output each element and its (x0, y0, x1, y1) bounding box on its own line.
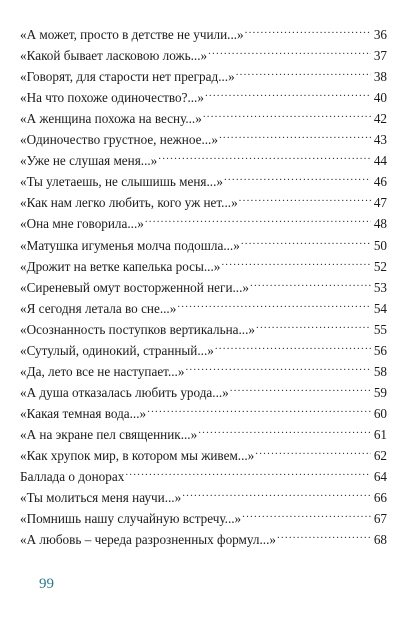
toc-dot-leader (241, 502, 371, 523)
toc-dot-leader (214, 334, 371, 355)
toc-entry-title: «На что похоже одиночество?...» (20, 90, 204, 106)
toc-entry-title: «Говорят, для старости нет преград...» (20, 69, 235, 85)
page-number: 99 (39, 576, 54, 592)
toc-entry-title: «Матушка игуменья молча подошла...» (20, 237, 240, 253)
toc-entry-title: «А душа отказалась любить урода...» (20, 384, 229, 400)
toc-entry-page: 46 (373, 174, 387, 190)
toc-entry-page: 59 (373, 384, 387, 400)
toc-dot-leader (220, 250, 371, 271)
toc-entry-page: 56 (373, 342, 387, 358)
toc-entry-title: «Дрожит на ветке капелька росы...» (20, 258, 221, 274)
toc-entry-page: 48 (373, 216, 387, 232)
toc-dot-leader (244, 18, 371, 39)
toc-entry-page: 36 (373, 27, 387, 43)
toc-entry-title: «Осознанность поступков вертикальна...» (20, 321, 255, 337)
toc-entry-title: «А на экране пел священник...» (20, 426, 198, 442)
toc-entry-page: 42 (373, 111, 387, 127)
toc-dot-leader (240, 228, 371, 249)
toc-entry-page: 47 (373, 195, 387, 211)
toc-dot-leader (176, 292, 371, 313)
toc-entry-page: 52 (373, 258, 387, 274)
toc-dot-leader (144, 207, 371, 228)
toc-entry-title: Баллада о донорах (20, 469, 125, 485)
toc-entry-title: «Ты улетаешь, не слышишь меня...» (20, 174, 223, 190)
toc-entry-title: «Как хрупок мир, в котором мы живем...» (20, 447, 255, 463)
toc-entry-title: «Помнишь нашу случайную встречу...» (20, 511, 242, 527)
toc-entry-page: 40 (373, 90, 387, 106)
toc-dot-leader (223, 165, 371, 186)
toc-dot-leader (204, 81, 371, 102)
toc-entry-title: «А любовь – череда разрозненных формул...» (20, 532, 276, 548)
table-of-contents (20, 18, 387, 548)
toc-dot-leader (254, 439, 371, 460)
toc-entry-page: 60 (373, 405, 387, 421)
toc-entry-page: 54 (373, 300, 387, 316)
toc-entry-page: 67 (373, 511, 387, 527)
toc-entry (20, 18, 387, 43)
toc-entry-title: «Какая темная вода...» (20, 405, 147, 421)
toc-entry-page: 58 (373, 363, 387, 379)
toc-entry-title: «Сутулый, одинокий, странный...» (20, 342, 214, 358)
toc-entry-title: «А женщина похожа на весну...» (20, 111, 202, 127)
toc-entry-page: 55 (373, 321, 387, 337)
toc-dot-leader (218, 123, 371, 144)
toc-entry-title: «Она мне говорила...» (20, 216, 144, 232)
toc-dot-leader (157, 144, 371, 165)
toc-entry-page: 43 (373, 132, 387, 148)
toc-dot-leader (146, 397, 371, 418)
toc-entry-title: «Я сегодня летала во сне...» (20, 300, 177, 316)
toc-dot-leader (235, 60, 371, 81)
toc-entry-title: «Сиреневый омут восторженной неги...» (20, 279, 249, 295)
toc-entry-page: 61 (373, 426, 387, 442)
toc-entry-page: 66 (373, 490, 387, 506)
toc-dot-leader (238, 186, 371, 207)
toc-dot-leader (276, 523, 371, 544)
toc-entry-title: «А может, просто в детстве не учили...» (20, 27, 244, 43)
toc-entry-page: 62 (373, 447, 387, 463)
toc-dot-leader (184, 355, 371, 376)
toc-entry-title: «Какой бывает ласковою ложь...» (20, 48, 208, 64)
toc-dot-leader (181, 481, 371, 502)
toc-entry-page: 50 (373, 237, 387, 253)
toc-dot-leader (197, 418, 371, 439)
toc-dot-leader (229, 376, 371, 397)
toc-entry-page: 38 (373, 69, 387, 85)
toc-entry-page: 68 (373, 532, 387, 548)
toc-dot-leader (124, 460, 371, 481)
toc-entry-title: «Ты молиться меня научи...» (20, 490, 182, 506)
toc-dot-leader (255, 313, 371, 334)
toc-entry-page: 37 (373, 48, 387, 64)
toc-entry-title: «Да, лето все не наступает...» (20, 363, 185, 379)
toc-dot-leader (207, 39, 371, 60)
toc-dot-leader (249, 271, 371, 292)
toc-entry-title: «Уже не слушая меня...» (20, 153, 158, 169)
toc-entry-title: «Одиночество грустное, нежное...» (20, 132, 218, 148)
toc-entry-title: «Как нам легко любить, кого уж нет...» (20, 195, 238, 211)
toc-entry-page: 44 (373, 153, 387, 169)
toc-entry-page: 64 (373, 469, 387, 485)
toc-entry-page: 53 (373, 279, 387, 295)
toc-dot-leader (202, 102, 371, 123)
